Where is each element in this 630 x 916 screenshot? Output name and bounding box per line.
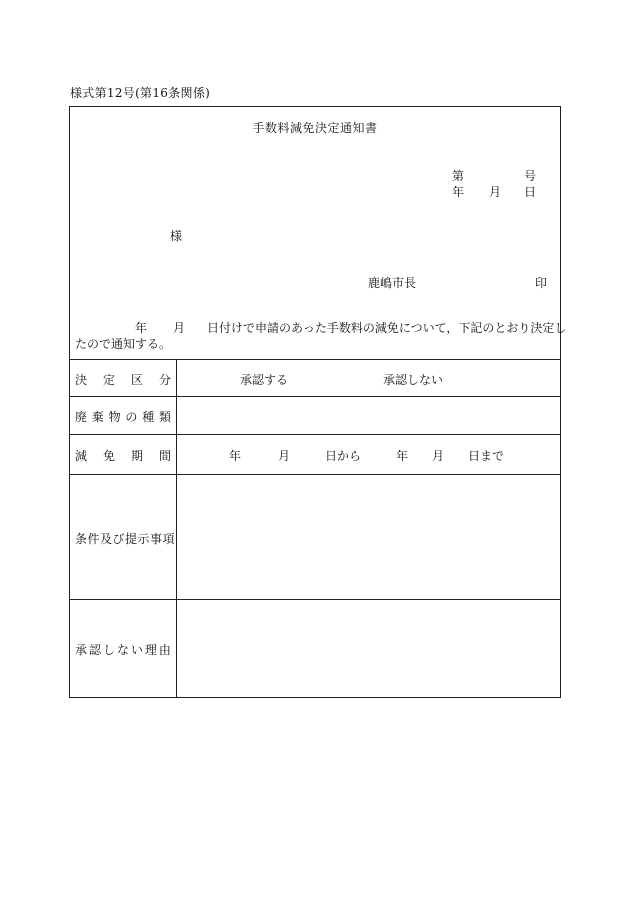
issuer-name: 鹿嶋市長 [368,276,417,290]
addressee-suffix: 様 [170,229,183,243]
label-column-divider [176,359,177,697]
document-title: 手数料減免決定通知書 [252,121,378,135]
row-divider [70,599,560,600]
notice-body [75,320,567,352]
seal-mark: 印 [535,276,548,290]
row-label-char: 決 [75,373,88,387]
conditions-field[interactable] [178,476,560,597]
form-number-label: 様式第12号(第16条関係) [70,86,211,100]
body-month: 月 [173,321,186,335]
date-month: 月 [489,185,502,199]
row-label-char: 区 [130,373,143,387]
row-label-waste-type [75,408,171,425]
row-label-char: し [102,643,115,657]
number-prefix: 第 [452,169,465,183]
row-label-char: 期 [130,449,143,463]
row-label-char: の [125,410,138,424]
row-label-char: 種 [142,410,155,424]
row-label-denial-reason [75,641,171,658]
period-to-day: 日まで [468,449,505,463]
row-label-char: 定 [102,373,115,387]
row-label-char: 廃 [75,410,88,424]
row-label-char: 物 [108,410,121,424]
period-to-month: 月 [432,449,445,463]
row-label-char: 減 [75,449,88,463]
date-year: 年 [452,185,465,199]
body-year: 年 [135,321,148,335]
waste-type-field[interactable] [178,398,560,432]
option-approve[interactable]: 承認する [240,373,289,387]
body-line1-text: 日付けで申請のあった手数料の減免について，下記のとおり決定し [207,321,567,335]
row-label-conditions: 条件及び提示事項 [75,532,176,546]
row-label-char: 類 [158,410,171,424]
row-label-char: な [116,643,129,657]
body-line2-text: たので通知する。 [75,337,172,351]
row-divider [70,396,560,397]
row-label-char: 棄 [91,410,104,424]
period-from-day: 日から [325,449,362,463]
row-divider [70,474,560,475]
option-deny[interactable]: 承認しない [383,373,444,387]
number-suffix: 号 [524,169,537,183]
row-label-char: 分 [158,373,171,387]
row-label-char: 承 [75,643,88,657]
period-from-year: 年 [229,449,242,463]
period-to-year: 年 [396,449,409,463]
denial-reason-field[interactable] [178,601,560,697]
row-label-char: 間 [158,449,171,463]
date-day: 日 [524,185,537,199]
row-label-char: 認 [88,643,101,657]
row-label-period [75,447,171,464]
row-label-char: 理 [144,643,157,657]
table-top-rule [70,359,560,360]
period-from-month: 月 [278,449,291,463]
row-label-char: 免 [102,449,115,463]
notice-form [69,106,567,698]
row-divider [70,434,560,435]
row-label-char: 由 [158,643,171,657]
row-label-char: い [130,643,143,657]
row-label-decision [75,371,171,388]
